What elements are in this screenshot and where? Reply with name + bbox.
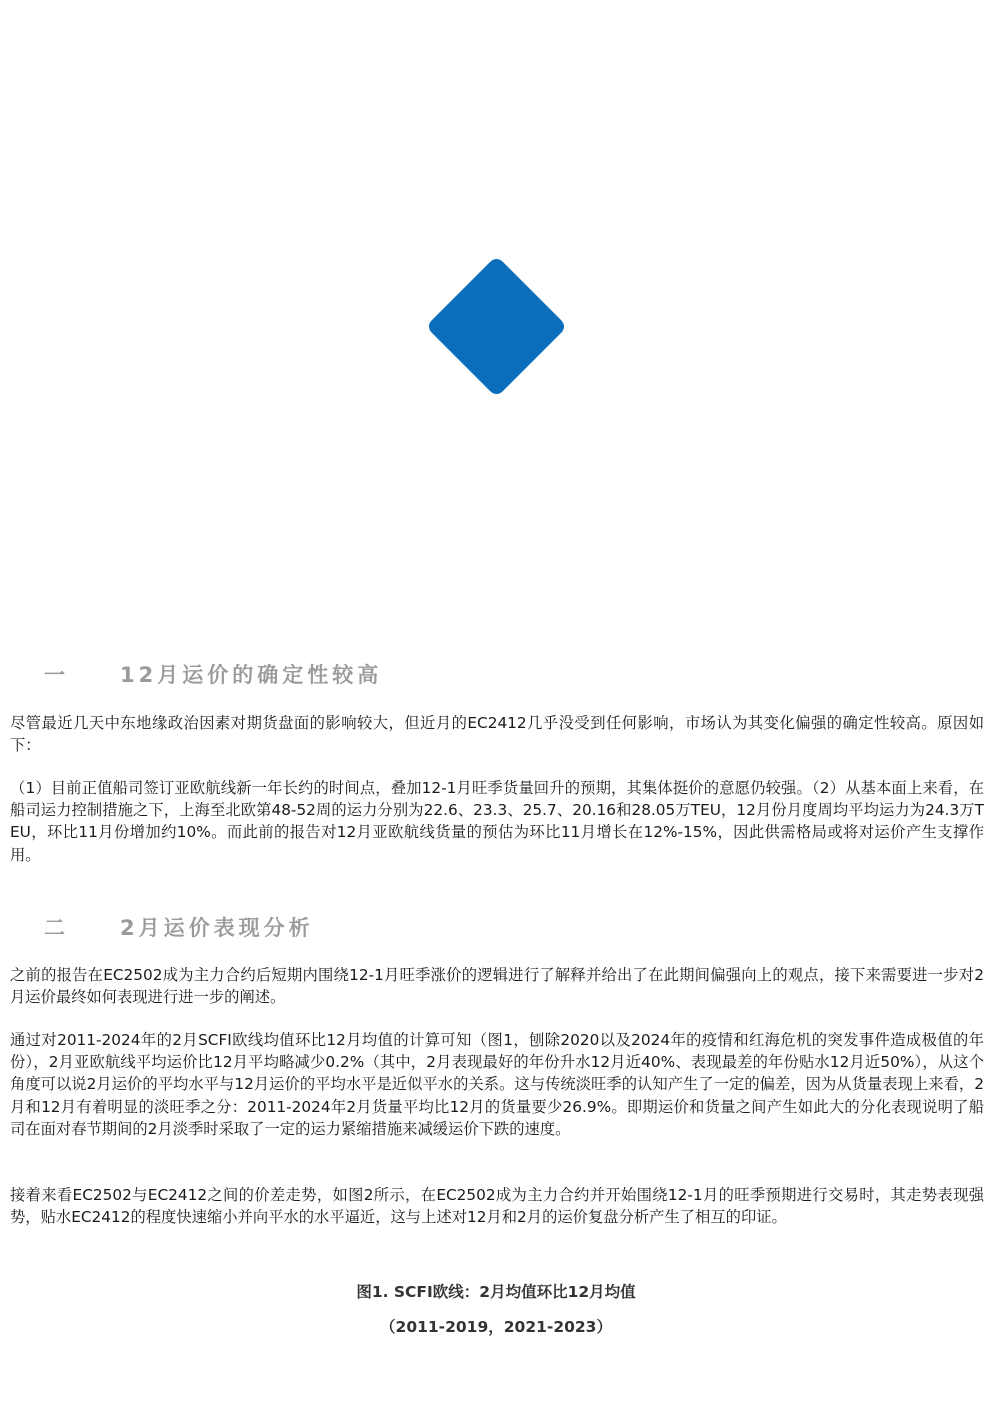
section-heading-2 <box>44 912 314 942</box>
section-heading-1 <box>44 659 382 689</box>
paragraph: 通过对2011-2024年的2月SCFI欧线均值环比12月均值的计算可知（图1，刨除2020以及2024年的疫情和红海危机的突发事件造成极值的年份），2月亚欧航线平均运价比12月平均略减少0.2%（其中，2月表现最好的年份升水12月近40%、表现最差的年份贴水12月近50%），从这个角度可以说2月运价的平均水平与12月运价的平均水平是近似平水的关系。这与传统淡旺季的认知产生了一定的偏差，因为从货量表现上来看，2月和12月有着明显的淡旺季之分：2011-2024年2月货量平均比12月的货量要少26.9%。即期运价和货量之间产生如此大的分化表现说明了船司在面对春节期间的2月淡季时采取了一定的运力紧缩措施来减缓运价下跌的速度。 <box>10 1031 984 1138</box>
paragraph: 之前的报告在EC2502成为主力合约后短期内围绕12-1月旺季涨价的逻辑进行了解释并给出了在此期间偏强向上的观点，接下来需要进一步对2月运价最终如何表现进行进一步的阐述。 <box>10 966 984 1007</box>
section-number: 一 <box>44 663 69 687</box>
paragraph: 尽管最近几天中东地缘政治因素对期货盘面的影响较大，但近月的EC2412几乎没受到任何影响，市场认为其变化偏强的确定性较高。原因如下： <box>10 714 984 755</box>
figure-caption: 图1. SCFI欧线：2月均值环比12月均值 <box>356 1283 636 1301</box>
section-title: 12月运价的确定性较高 <box>120 663 383 687</box>
diamond-logo-graphic <box>425 255 568 398</box>
paragraph: （1）目前正值船司签订亚欧航线新一年长约的时间点，叠加12-1月旺季货量回升的预期，其集体挺价的意愿仍较强。（2）从基本面上来看，在船司运力控制措施之下，上海至北欧第48-52周的运力分别为22.6、23.3、25.7、20.16和28.05万TEU，12月份月度周均平均运力为24.3万TEU，环比11月份增加约10%。而此前的报告对12月亚欧航线货量的预估为环比11月增长在12%-15%，因此供需格局或将对运价产生支撑作用。 <box>10 779 984 864</box>
figure-subcaption: （2011-2019，2021-2023） <box>380 1318 612 1336</box>
section-number: 二 <box>44 916 69 940</box>
paragraph: 接着来看EC2502与EC2412之间的价差走势，如图2所示，在EC2502成为主力合约并开始围绕12-1月的旺季预期进行交易时，其走势表现强势，贴水EC2412的程度快速缩小并向平水的水平逼近，这与上述对12月和2月的运价复盘分析产生了相互的印证。 <box>10 1186 984 1227</box>
section-title: 2月运价表现分析 <box>120 916 314 940</box>
diamond-logo-icon <box>425 255 568 398</box>
